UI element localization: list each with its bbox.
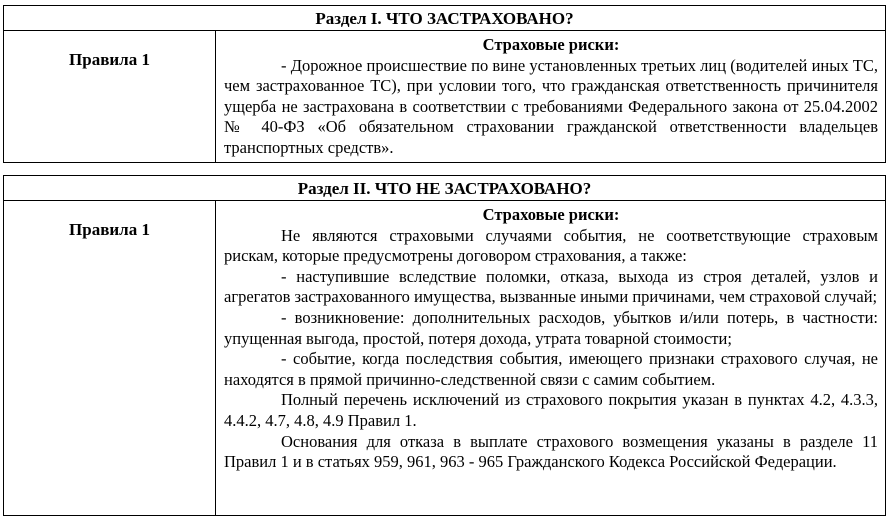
section-insured — [3, 5, 886, 163]
rule-label: Правила 1 — [4, 201, 216, 515]
paragraph: Основания для отказа в выплате страхового возмещения указаны в разделе 11 Правил 1 и в статьях 959, 961, 963 - 965 Гражданского Кодекса Российской Федерации. — [224, 431, 878, 472]
content-cell — [216, 31, 885, 162]
section-title: Раздел I. ЧТО ЗАСТРАХОВАНО? — [4, 6, 885, 31]
risks-title: Страховые риски: — [482, 205, 620, 224]
rule-label: Правила 1 — [4, 31, 216, 162]
section-not-insured — [3, 175, 886, 516]
section-title: Раздел II. ЧТО НЕ ЗАСТРАХОВАНО? — [4, 176, 885, 201]
section-body — [4, 201, 885, 515]
paragraph: - событие, когда последствия события, имеющего признаки страхового случая, не находятся в прямой причинно-следственной связи с самим событием. — [224, 349, 878, 389]
content-cell — [216, 201, 885, 515]
paragraph: Не являются страховыми случаями события, не соответствующие страховым рискам, которые предусмотрены договором страхования, а также: — [224, 225, 878, 266]
paragraph: - Дорожное происшествие по вине установленных третьих лиц (водителей иных ТС, чем застрахованное ТС), при условии того, что гражданская ответственность причинителя ущерба не застрахована в соответствии с требованиями Федерального закона от 25.04.2002 № 40-ФЗ «Об обязательном страховании гражданской ответственности владельцев транспортных средств». — [224, 55, 878, 157]
paragraph: - наступившие вследствие поломки, отказа, выхода из строя деталей, узлов и агрегатов застрахованного имущества, вызванные иными причинами, чем страховой случай; — [224, 266, 878, 307]
risks-title: Страховые риски: — [482, 35, 620, 54]
section-body — [4, 31, 885, 162]
paragraph: Полный перечень исключений из страхового покрытия указан в пунктах 4.2, 4.3.3, 4.4.2, 4.7, 4.8, 4.9 Правил 1. — [224, 390, 878, 430]
paragraph: - возникновение: дополнительных расходов, убытков и/или потерь, в частности: упущенная выгода, простой, потеря дохода, утрата товарной стоимости; — [224, 307, 878, 348]
